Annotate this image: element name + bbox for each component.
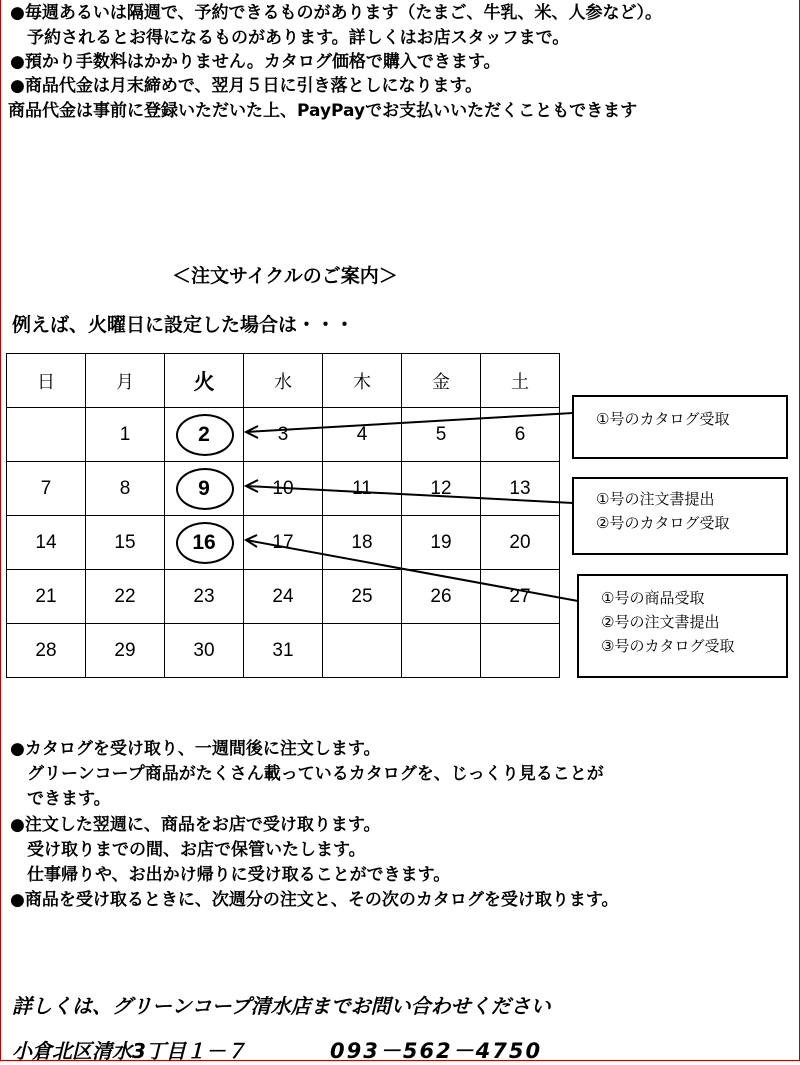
calendar-day: 21	[7, 570, 86, 624]
callout-box-week1	[572, 395, 788, 459]
calendar-week-row	[7, 570, 560, 624]
calendar-day: 26	[402, 570, 481, 624]
explanation-line: 受け取りまでの間、お店で保管いたします。	[10, 840, 366, 860]
callout-text: ③号のカタログ受取	[601, 637, 735, 655]
intro-line: 予約されるとお得になるものがあります。詳しくはお店スタッフまで。	[10, 28, 570, 48]
calendar-day: 29	[86, 624, 165, 678]
calendar-day: 20	[481, 516, 560, 570]
calendar-week-row	[7, 516, 560, 570]
calendar-day: 25	[323, 570, 402, 624]
callout-text: ①号の商品受取	[601, 589, 705, 607]
calendar-header-row	[7, 354, 560, 408]
callout-box-week3	[577, 574, 788, 678]
intro-line: 商品代金は事前に登録いただいた上、PayPayでお支払いいただくこともできます	[8, 101, 638, 121]
calendar-day-highlighted: 16	[165, 516, 244, 570]
cycle-title: ＜注文サイクルのご案内＞	[172, 265, 398, 287]
calendar-week-row	[7, 462, 560, 516]
callout-text: ②号の注文書提出	[601, 613, 720, 631]
callout-text: ①号の注文書提出	[596, 490, 715, 508]
calendar-day: 13	[481, 462, 560, 516]
calendar-day	[7, 408, 86, 462]
intro-line: ●預かり手数料はかかりません。カタログ価格で購入できます。	[10, 52, 501, 72]
calendar-day: 8	[86, 462, 165, 516]
calendar-day: 15	[86, 516, 165, 570]
calendar-day-highlighted: 9	[165, 462, 244, 516]
store-address: 小倉北区清水3丁目１－７	[12, 1039, 246, 1063]
calendar-day: 17	[244, 516, 323, 570]
weekday-header: 日	[7, 354, 86, 408]
calendar-day: 24	[244, 570, 323, 624]
callout-box-week2	[572, 477, 788, 555]
calendar-day: 23	[165, 570, 244, 624]
weekday-header: 木	[323, 354, 402, 408]
calendar-day	[402, 624, 481, 678]
explanation-line: 仕事帰りや、お出かけ帰りに受け取ることができます。	[10, 865, 451, 885]
calendar-day: 30	[165, 624, 244, 678]
calendar-day: 27	[481, 570, 560, 624]
explanation-line: グリーンコープ商品がたくさん載っているカタログを、じっくり見ることが	[10, 764, 604, 784]
calendar-day: 19	[402, 516, 481, 570]
calendar-day-highlighted: 2	[165, 408, 244, 462]
phone-number: 093－562－4750	[330, 1039, 543, 1063]
explanation-line: ●商品を受け取るときに、次週分の注文と、その次のカタログを受け取ります。	[10, 890, 619, 910]
calendar-day: 6	[481, 408, 560, 462]
calendar-day: 4	[323, 408, 402, 462]
calendar-day: 14	[7, 516, 86, 570]
calendar-day: 5	[402, 408, 481, 462]
calendar-week-row	[7, 624, 560, 678]
callout-text: ①号のカタログ受取	[596, 410, 730, 428]
calendar-day: 11	[323, 462, 402, 516]
calendar-day: 3	[244, 408, 323, 462]
weekday-header: 月	[86, 354, 165, 408]
calendar-day	[323, 624, 402, 678]
calendar-day: 10	[244, 462, 323, 516]
example-heading: 例えば、火曜日に設定した場合は・・・	[12, 314, 355, 336]
callout-text: ②号のカタログ受取	[596, 514, 730, 532]
weekday-header: 火	[165, 354, 244, 408]
calendar-day: 1	[86, 408, 165, 462]
calendar-day: 31	[244, 624, 323, 678]
calendar-day	[481, 624, 560, 678]
calendar-table	[6, 353, 560, 678]
weekday-header: 金	[402, 354, 481, 408]
contact-message: 詳しくは、グリーンコープ清水店までお問い合わせください	[12, 994, 551, 1018]
explanation-line: ●カタログを受け取り、一週間後に注文します。	[10, 739, 381, 759]
calendar-day: 22	[86, 570, 165, 624]
weekday-header: 水	[244, 354, 323, 408]
weekday-header: 土	[481, 354, 560, 408]
intro-line: ●商品代金は月末締めで、翌月５日に引き落としになります。	[10, 76, 483, 96]
intro-line: ●毎週あるいは隔週で、予約できるものがあります（たまご、牛乳、米、人参など）。	[10, 3, 662, 23]
calendar-day: 28	[7, 624, 86, 678]
explanation-line: ●注文した翌週に、商品をお店で受け取ります。	[10, 815, 381, 835]
calendar-day: 12	[402, 462, 481, 516]
calendar-day: 18	[323, 516, 402, 570]
calendar-day: 7	[7, 462, 86, 516]
explanation-line: できます。	[10, 789, 111, 809]
calendar-week-row	[7, 408, 560, 462]
